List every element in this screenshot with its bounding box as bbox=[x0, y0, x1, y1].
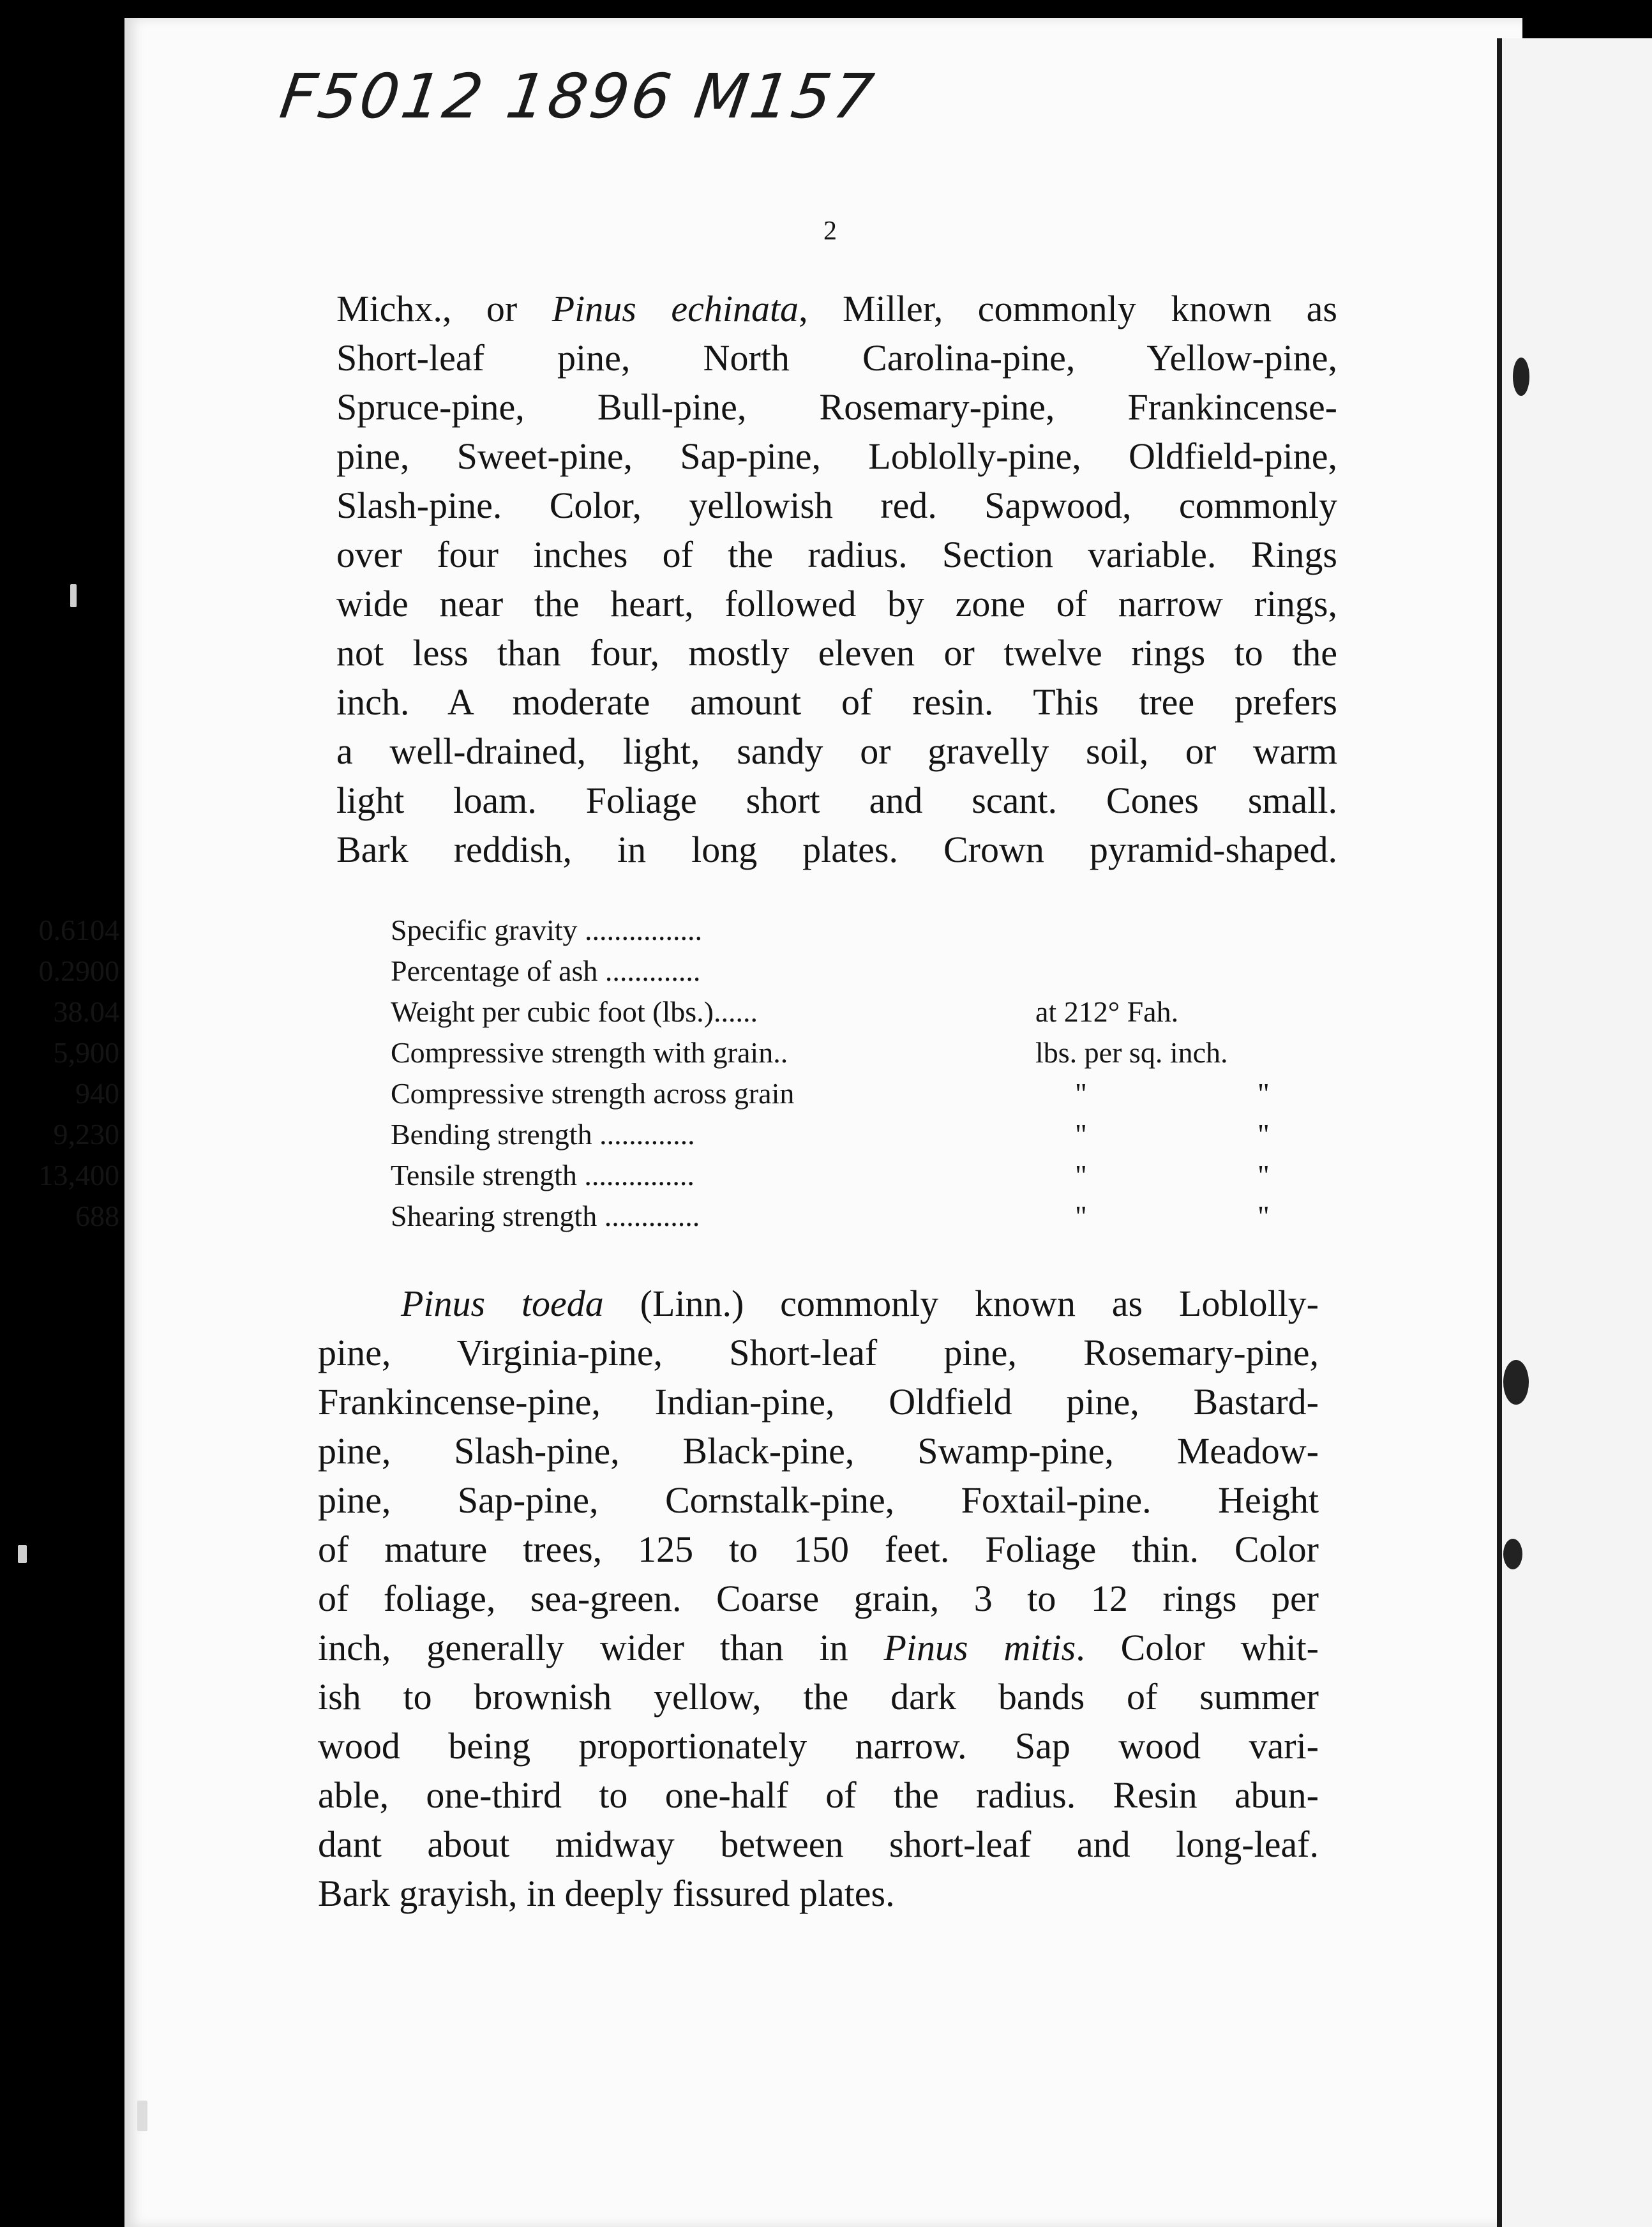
text-run: able, one-third to one-half of the radius. Resin abun- bbox=[318, 1774, 1319, 1816]
text-line bbox=[318, 1279, 1319, 1328]
text-line bbox=[336, 628, 1337, 677]
binding-mark-icon bbox=[1513, 358, 1529, 396]
handwritten-call-number: F5012 1896 M157 bbox=[276, 61, 880, 132]
property-value: 13,400 bbox=[38, 1159, 119, 1191]
property-value: 940 bbox=[75, 1077, 119, 1110]
text-line bbox=[336, 530, 1337, 579]
text-line bbox=[318, 1574, 1319, 1623]
text-run: dant about midway between short-leaf and long-leaf. bbox=[318, 1823, 1319, 1865]
binding-mark-icon bbox=[1503, 1360, 1529, 1405]
text-line bbox=[336, 776, 1337, 825]
ditto-mark: " bbox=[1075, 1077, 1087, 1110]
text-run: inch. A moderate amount of resin. This tree prefers bbox=[336, 681, 1337, 723]
text-line bbox=[336, 677, 1337, 727]
binding-mark-icon bbox=[1503, 1539, 1522, 1569]
ditto-mark: " bbox=[1258, 1118, 1270, 1151]
text-line bbox=[336, 382, 1337, 432]
text-line bbox=[336, 481, 1337, 530]
species-name: Pinus echinata bbox=[552, 288, 799, 329]
property-label: Tensile strength ............... bbox=[391, 1159, 695, 1191]
ditto-mark: " bbox=[1258, 1077, 1270, 1110]
text-line bbox=[336, 284, 1337, 333]
property-label: Percentage of ash ............. bbox=[391, 955, 701, 987]
text-line bbox=[318, 1770, 1319, 1820]
ditto-mark: " bbox=[1258, 1200, 1270, 1232]
text-line bbox=[318, 1377, 1319, 1426]
text-run: Slash-pine. Color, yellowish red. Sapwood, commonly bbox=[336, 485, 1337, 526]
text-line bbox=[336, 825, 1337, 874]
text-line bbox=[318, 1820, 1319, 1869]
ditto-mark: " bbox=[1258, 1159, 1270, 1191]
property-label: Compressive strength across grain bbox=[391, 1077, 795, 1110]
text-run: a well-drained, light, sandy or gravelly soil, or warm bbox=[336, 730, 1337, 772]
property-label: Specific gravity ................ bbox=[391, 914, 703, 946]
text-line bbox=[318, 1672, 1319, 1721]
property-label: Shearing strength ............. bbox=[391, 1200, 700, 1232]
text-line bbox=[336, 579, 1337, 628]
text-line bbox=[318, 1426, 1319, 1476]
text-run: of foliage, sea-green. Coarse grain, 3 to 12 rings per bbox=[318, 1578, 1319, 1619]
text-run: ish to brownish yellow, the dark bands of summer bbox=[318, 1676, 1319, 1717]
text-run: pine, Sweet-pine, Sap-pine, Loblolly-pine, Oldfield-pine, bbox=[336, 435, 1337, 477]
text-line bbox=[336, 432, 1337, 481]
property-value: 5,900 bbox=[53, 1036, 119, 1069]
text-run: Frankincense-pine, Indian-pine, Oldfield pine, Bastard- bbox=[318, 1381, 1319, 1423]
ditto-mark: " bbox=[1075, 1159, 1087, 1191]
text-run: pine, Sap-pine, Cornstalk-pine, Foxtail-pine. Height bbox=[318, 1479, 1319, 1521]
species-name: Pinus toeda bbox=[401, 1283, 604, 1324]
ditto-mark: " bbox=[1075, 1118, 1087, 1151]
text-run: Bark grayish, in deeply fissured plates. bbox=[318, 1873, 895, 1914]
property-value: 0.6104 bbox=[38, 914, 119, 946]
text-run: light loam. Foliage short and scant. Cones small. bbox=[336, 780, 1337, 821]
scan-speck-icon bbox=[18, 1545, 27, 1563]
text-line bbox=[318, 1476, 1319, 1525]
property-value: 688 bbox=[75, 1200, 119, 1232]
ditto-mark: " bbox=[1075, 1200, 1087, 1232]
species-name: Pinus mitis bbox=[883, 1627, 1076, 1668]
text-run: Michx., or bbox=[336, 288, 552, 329]
text-run: pine, Slash-pine, Black-pine, Swamp-pine, Meadow- bbox=[318, 1430, 1319, 1472]
text-run: wood being proportionately narrow. Sap wood vari- bbox=[318, 1725, 1319, 1767]
text-run: Bark reddish, in long plates. Crown pyramid-shaped. bbox=[336, 829, 1337, 870]
property-label: Bending strength ............. bbox=[391, 1118, 695, 1151]
property-label: Compressive strength with grain.. bbox=[391, 1036, 788, 1069]
scan-speck-icon bbox=[137, 2101, 147, 2131]
scan-speck-icon bbox=[70, 584, 77, 607]
text-run: , Miller, commonly known as bbox=[799, 288, 1337, 329]
text-run: not less than four, mostly eleven or twelve rings to the bbox=[336, 632, 1337, 674]
text-line bbox=[318, 1623, 1319, 1672]
text-run: pine, Virginia-pine, Short-leaf pine, Rosemary-pine, bbox=[318, 1332, 1319, 1373]
text-line bbox=[318, 1328, 1319, 1377]
text-line bbox=[318, 1721, 1319, 1770]
text-run: (Linn.) commonly known as Loblolly- bbox=[603, 1283, 1319, 1324]
text-run: Short-leaf pine, North Carolina-pine, Yellow-pine, bbox=[336, 337, 1337, 379]
text-line bbox=[318, 1869, 1319, 1918]
property-label: Weight per cubic foot (lbs.)...... bbox=[391, 995, 758, 1028]
text-line bbox=[336, 333, 1337, 382]
property-value: 0.2900 bbox=[38, 955, 119, 987]
text-run: of mature trees, 125 to 150 feet. Foliage thin. Color bbox=[318, 1529, 1319, 1570]
property-value: 9,230 bbox=[53, 1118, 119, 1151]
property-value: 38.04 bbox=[53, 995, 119, 1028]
paragraph-pinus-toeda bbox=[318, 1279, 1319, 1918]
text-line bbox=[318, 1525, 1319, 1574]
text-run: inch, generally wider than in bbox=[318, 1627, 884, 1668]
page-number: 2 bbox=[823, 216, 837, 246]
text-run: over four inches of the radius. Section variable. Rings bbox=[336, 534, 1337, 575]
text-line bbox=[336, 727, 1337, 776]
paragraph-pinus-echinata bbox=[336, 284, 1337, 874]
text-run: wide near the heart, followed by zone of narrow rings, bbox=[336, 583, 1337, 624]
unit-label: lbs. per sq. inch. bbox=[1035, 1036, 1228, 1069]
text-run: . Color whit- bbox=[1076, 1627, 1319, 1668]
unit-label: at 212° Fah. bbox=[1035, 995, 1179, 1028]
text-run: Spruce-pine, Bull-pine, Rosemary-pine, Frankincense- bbox=[336, 386, 1337, 428]
